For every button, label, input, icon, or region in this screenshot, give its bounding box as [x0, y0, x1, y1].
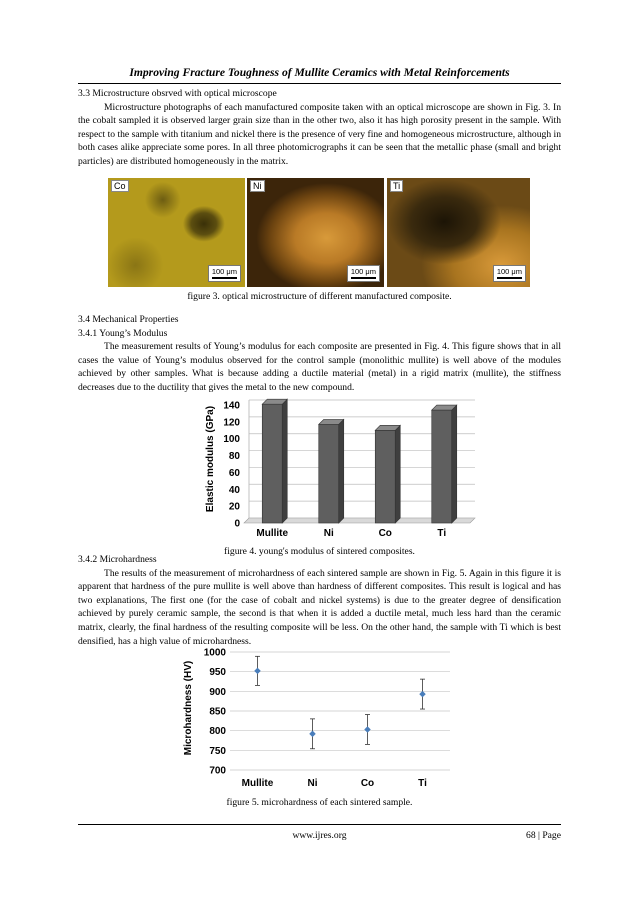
- micrograph-co-scale-text: 100 μm: [211, 267, 237, 276]
- microhardness-y-tick: 1000: [203, 647, 226, 659]
- young-modulus-bar: [375, 425, 400, 523]
- microhardness-y-tick: 850: [209, 706, 226, 718]
- young-modulus-bar: [262, 399, 287, 523]
- section-3-4-1-heading: 3.4.1 Young’s Modulus: [78, 327, 168, 339]
- young-modulus-y-tick: 80: [228, 451, 240, 463]
- section-3-4-2-heading: 3.4.2 Microhardness: [78, 554, 157, 565]
- micrograph-ti-label: Ti: [390, 180, 403, 192]
- section-3-4-2: [78, 553, 561, 648]
- young-modulus-x-tick: Mullite: [256, 528, 289, 539]
- young-modulus-y-tick: 40: [228, 484, 240, 496]
- microhardness-y-tick: 750: [209, 745, 226, 757]
- footer-url: www.ijres.org: [292, 830, 347, 841]
- micrograph-co: [108, 178, 245, 287]
- microhardness-y-tick: 700: [209, 765, 226, 777]
- microhardness-y-axis-label: Microhardness (HV): [183, 660, 194, 756]
- microhardness-x-tick: Co: [360, 778, 375, 789]
- micrograph-ni-scale-text: 100 μm: [350, 267, 376, 276]
- figure-4-caption: figure 4. young's modulus of sintered composites.: [224, 546, 415, 557]
- young-modulus-y-tick: 20: [228, 501, 240, 513]
- microhardness-chart: [178, 646, 458, 798]
- micrograph-co-scalebar: [208, 265, 241, 282]
- young-modulus-bar: [319, 419, 344, 523]
- section-3-3-paragraph: Microstructure photographs of each manufactured composite taken with an optical microscope are shown in Fig. 3. In the cobalt sampled it is observed larger grain size than in the other two, also it has high porosity present in the sample. With respect to the sample with titanium and nickel there is the presence of very fine and homogeneous microstructure, although in both cases alike appreciate some pores. In all three photomicrographs it can be seen that the metallic phase (small and bright particles) are distributed homogeneously in the matrix.: [78, 101, 561, 167]
- microhardness-point: [419, 679, 426, 709]
- young-modulus-y-axis-label: Elastic modulus (GPa): [205, 405, 216, 513]
- footer-rule: [78, 824, 561, 825]
- young-modulus-y-tick: 140: [223, 400, 240, 412]
- microhardness-y-tick: 800: [209, 726, 226, 738]
- section-3-3: [78, 87, 561, 169]
- micrograph-ni: [247, 178, 384, 287]
- young-modulus-y-tick: 60: [228, 467, 240, 479]
- running-header: Improving Fracture Toughness of Mullite Ceramics with Metal Reinforcements: [129, 66, 510, 79]
- section-3-4-2-paragraph: The results of the measurement of microhardness of each sintered sample are shown in Fig. 5. Again in this figure it is apparent that hardness of the pure mullite is well above than hardness of different composites. This result is logical and has two explanations, The first one (for the case of cobalt and nickel systems) is due to the greater degree of densification achieved by purely ceramic sample, the second is that when it is added a ductile metal, much less hard than the ceramic matrix, clearly, the final hardness of the resulting composite will be less. On the other hand, the sample with Ti which is best densified, has a high value of microhardness.: [78, 567, 561, 647]
- young-modulus-y-tick: 120: [223, 417, 240, 429]
- section-3-4: [78, 313, 561, 395]
- micrograph-ti: [387, 178, 530, 287]
- young-modulus-x-tick: Ni: [323, 528, 334, 539]
- microhardness-x-tick: Mullite: [241, 778, 274, 789]
- figure-5-caption: figure 5. microhardness of each sintered sample.: [226, 797, 413, 808]
- young-modulus-x-tick: Co: [378, 528, 392, 539]
- young-modulus-chart: [198, 395, 476, 545]
- micrograph-ti-scalebar: [493, 265, 526, 282]
- footer-page-number: 68 | Page: [526, 830, 561, 841]
- micrograph-ni-label: Ni: [250, 180, 265, 192]
- young-modulus-x-tick: Ti: [437, 528, 447, 539]
- microhardness-point: [364, 715, 371, 745]
- microhardness-x-tick: Ti: [418, 778, 427, 789]
- microhardness-point: [309, 719, 316, 749]
- microhardness-y-tick: 900: [209, 686, 226, 698]
- microhardness-y-tick: 950: [209, 667, 226, 679]
- microhardness-point: [254, 656, 261, 685]
- microhardness-x-tick: Ni: [307, 778, 318, 789]
- section-3-4-heading: 3.4 Mechanical Properties: [78, 314, 179, 325]
- young-modulus-bar: [432, 405, 457, 523]
- micrograph-ti-scale-text: 100 μm: [496, 267, 522, 276]
- section-3-3-heading: 3.3 Microstructure obsrved with optical microscope: [78, 88, 277, 99]
- header-rule: [78, 83, 561, 84]
- young-modulus-y-tick: 100: [223, 434, 240, 446]
- figure-3-caption: figure 3. optical microstructure of different manufactured composite.: [187, 291, 452, 302]
- micrograph-co-label: Co: [111, 180, 129, 192]
- young-modulus-y-tick: 0: [234, 518, 240, 530]
- section-3-4-1-paragraph: The measurement results of Young’s modulus for each composite are presented in Fig. 4. This figure shows that in all cases the value of Young’s modulus observed for the control sample (monolithic mullite) is well above of the modules achieved by other samples. What is because adding a ductile material (metal) in a rigid matrix (mullite), the stiffness decreases due to the ductility that gives the metal to the new compound.: [78, 341, 561, 393]
- micrograph-ni-scalebar: [347, 265, 380, 282]
